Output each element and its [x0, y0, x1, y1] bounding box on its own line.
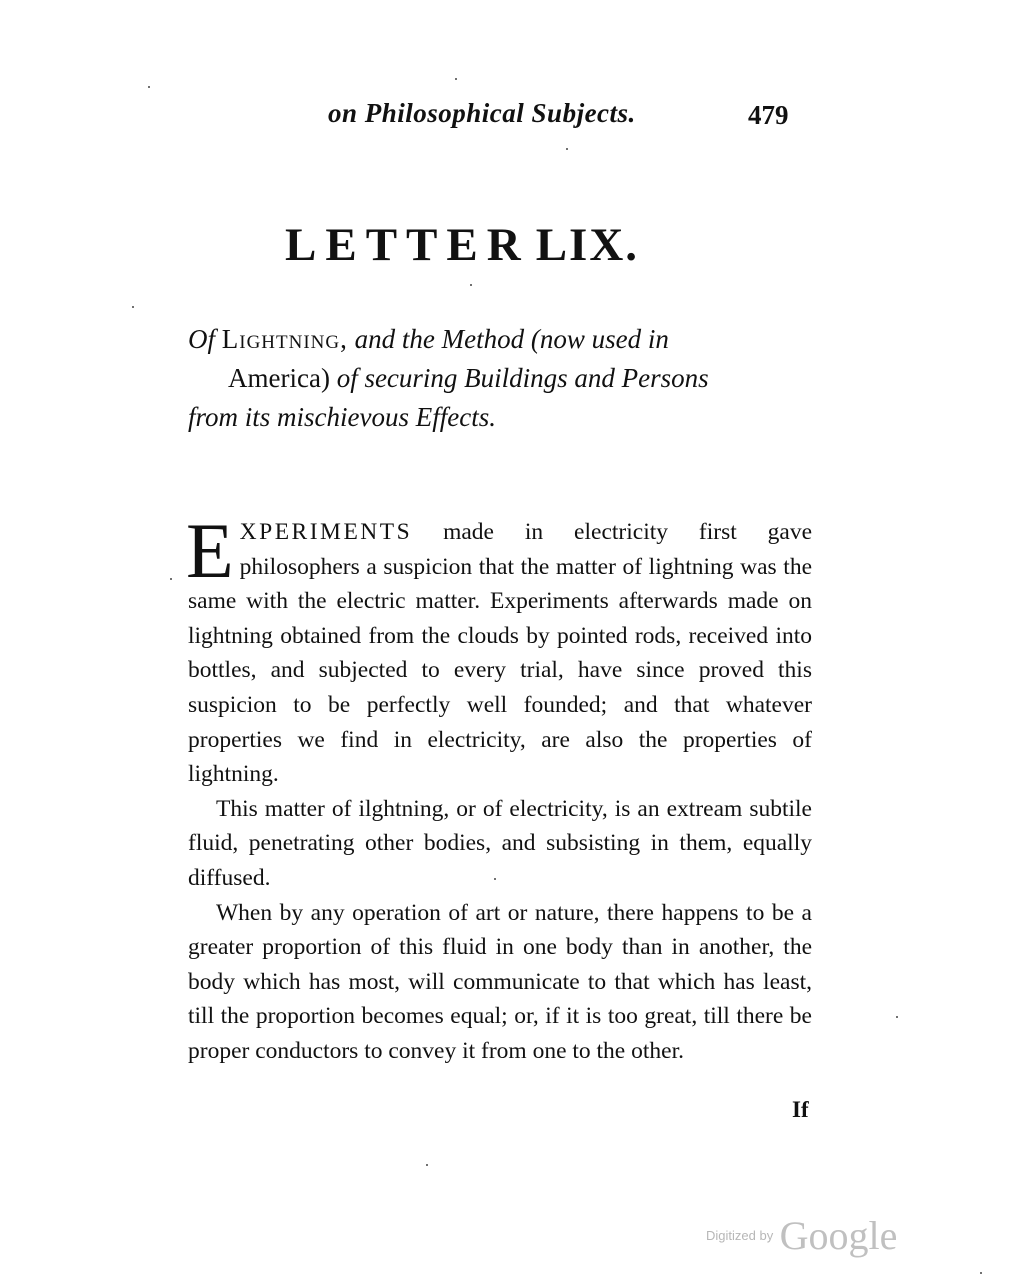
paragraph-3: When by any operation of art or nature, there happens to be a greater proportion of this fluid in one body than in another, the body which has most, will communicate to that which has least, till the proportion becomes equal; or, if it is too great, till there be proper conductors to convey it from one to the other.	[188, 899, 812, 1064]
watermark-prefix: Digitized by	[706, 1228, 774, 1243]
digitized-watermark	[706, 1212, 897, 1259]
google-logo: Google	[779, 1213, 898, 1258]
subtitle-line-2-rest: of securing Buildings and Persons	[336, 363, 709, 393]
letter-title-word: LETTER	[285, 219, 530, 271]
subtitle-line-1	[188, 320, 808, 359]
scan-speck	[455, 78, 457, 80]
letter-subtitle	[188, 320, 808, 437]
subtitle-lightning: Lightning,	[221, 324, 348, 354]
scan-speck	[426, 1164, 428, 1166]
paragraph-1-caps: XPERIMENTS	[239, 519, 413, 545]
paragraph-1	[186, 507, 812, 792]
subtitle-line-1-rest: and the Method (now used in	[354, 324, 669, 354]
subtitle-of: Of	[188, 324, 215, 354]
scan-speck	[170, 578, 172, 580]
scan-speck	[470, 284, 472, 286]
drop-cap: E	[186, 507, 234, 594]
running-head: on Philosophical Subjects.	[328, 98, 636, 128]
body-text	[186, 507, 812, 1069]
scan-speck	[132, 306, 134, 308]
letter-title	[285, 218, 639, 272]
scan-speck	[148, 86, 150, 88]
scan-speck	[896, 1016, 898, 1018]
subtitle-line-3-text: from its mischievous Effects.	[188, 402, 496, 432]
scan-speck	[566, 148, 568, 150]
subtitle-line-3	[188, 398, 808, 437]
catchword: If	[792, 1097, 809, 1122]
scan-speck	[494, 878, 496, 880]
letter-title-number: LIX.	[535, 219, 640, 271]
scan-speck	[980, 1272, 982, 1274]
paragraph-2: This matter of ilghtning, or of electricity, is an extream subtile fluid, penetrating other bodies, and subsisting in them, equally diffused.	[188, 795, 812, 891]
subtitle-line-2	[188, 359, 808, 398]
paragraph-1-text: made in electricity first gave philosophers a suspicion that the matter of lightning was the same with the electric matter. Experiments afterwards made on lightning obtained from the clouds by pointed rods, received into bottles, and subjected to every trial, have since proved this suspicion to be perfectly well founded; and that whatever properties we find in electricity, are also the properties of lightning.	[188, 519, 812, 788]
page-number: 479	[748, 100, 789, 130]
subtitle-america: America)	[228, 363, 330, 393]
